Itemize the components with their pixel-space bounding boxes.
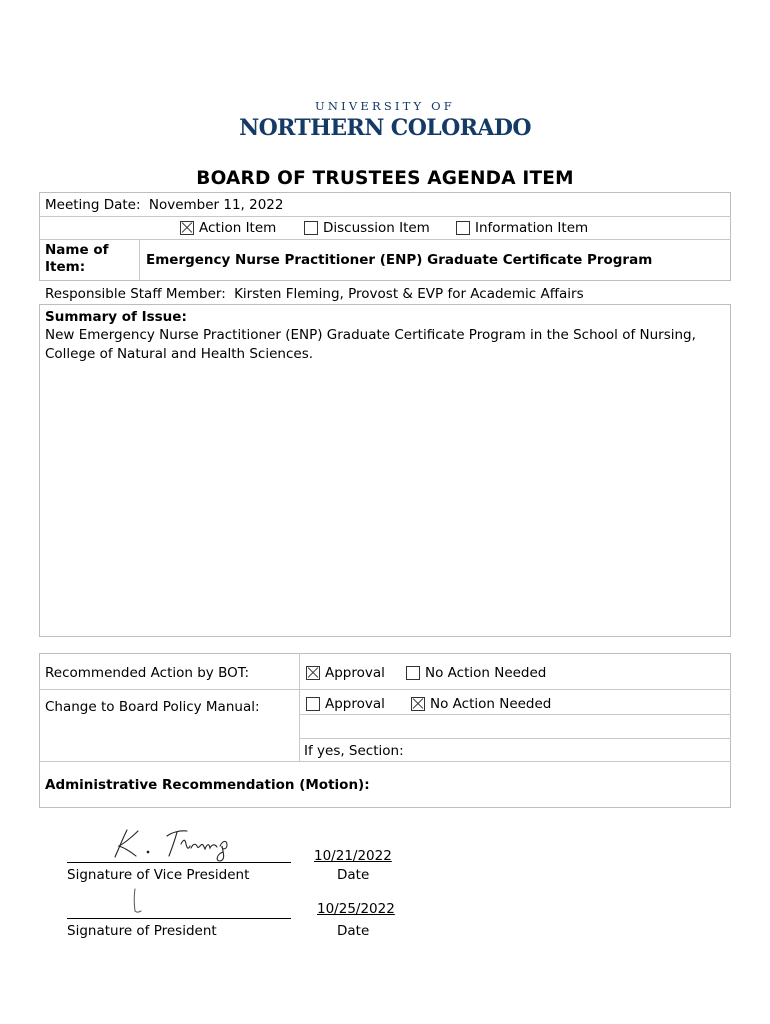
recommended-approval-label: Approval xyxy=(325,665,385,681)
recommended-no-action-label: No Action Needed xyxy=(425,665,547,681)
recommended-no-action-checkbox[interactable] xyxy=(406,666,420,680)
page-title: BOARD OF TRUSTEES AGENDA ITEM xyxy=(196,168,574,189)
vp-signature-line xyxy=(67,862,291,863)
action-item-option[interactable] xyxy=(180,219,276,237)
vp-signature-date: 10/21/2022 xyxy=(314,848,392,864)
president-signature xyxy=(128,887,148,917)
policy-no-action-option[interactable] xyxy=(411,695,551,713)
admin-recommendation-label: Administrative Recommendation (Motion): xyxy=(45,777,370,793)
discussion-item-label: Discussion Item xyxy=(323,220,430,236)
recommended-no-action-option[interactable] xyxy=(406,664,546,682)
information-item-checkbox[interactable] xyxy=(456,221,470,235)
responsible-staff-label: Responsible Staff Member: xyxy=(45,286,226,302)
policy-change-label: Change to Board Policy Manual: xyxy=(45,699,260,715)
policy-approval-option[interactable] xyxy=(306,695,385,713)
information-item-label: Information Item xyxy=(475,220,589,236)
vp-date-label: Date xyxy=(337,867,370,883)
vp-signature xyxy=(105,826,240,862)
meeting-date-label: Meeting Date: xyxy=(45,197,141,213)
policy-no-action-label: No Action Needed xyxy=(430,696,552,712)
responsible-staff-value: Kirsten Fleming, Provost & EVP for Academic Affairs xyxy=(234,286,584,302)
policy-approval-label: Approval xyxy=(325,696,385,712)
name-of-item-label: Name of Item: xyxy=(45,242,109,275)
president-date-label: Date xyxy=(337,923,370,939)
discussion-item-option[interactable] xyxy=(304,219,430,237)
policy-approval-checkbox[interactable] xyxy=(306,697,320,711)
university-of-text: UNIVERSITY OF xyxy=(314,99,455,113)
meeting-date-value: November 11, 2022 xyxy=(148,197,284,213)
action-item-checkbox[interactable] xyxy=(180,221,194,235)
vp-signature-caption: Signature of Vice President xyxy=(67,867,250,883)
recommended-approval-checkbox[interactable] xyxy=(306,666,320,680)
meeting-date-row xyxy=(45,196,283,214)
president-signature-date: 10/25/2022 xyxy=(317,901,395,917)
university-logo: NORTHERN COLORADO xyxy=(239,115,531,141)
recommended-action-label: Recommended Action by BOT: xyxy=(45,665,250,681)
recommended-approval-option[interactable] xyxy=(306,664,385,682)
action-item-label: Action Item xyxy=(199,220,277,236)
president-signature-caption: Signature of President xyxy=(67,923,217,939)
discussion-item-checkbox[interactable] xyxy=(304,221,318,235)
summary-heading: Summary of Issue: xyxy=(45,309,187,325)
president-signature-line xyxy=(67,918,291,919)
policy-no-action-checkbox[interactable] xyxy=(411,697,425,711)
summary-text: New Emergency Nurse Practitioner (ENP) Graduate Certificate Program in the School of Nursing, College of Natural and Health Sciences. xyxy=(45,327,696,362)
information-item-option[interactable] xyxy=(456,219,588,237)
policy-section-label: If yes, Section: xyxy=(304,743,404,759)
name-of-item-value: Emergency Nurse Practitioner (ENP) Graduate Certificate Program xyxy=(146,252,653,268)
responsible-staff-row xyxy=(45,285,584,303)
